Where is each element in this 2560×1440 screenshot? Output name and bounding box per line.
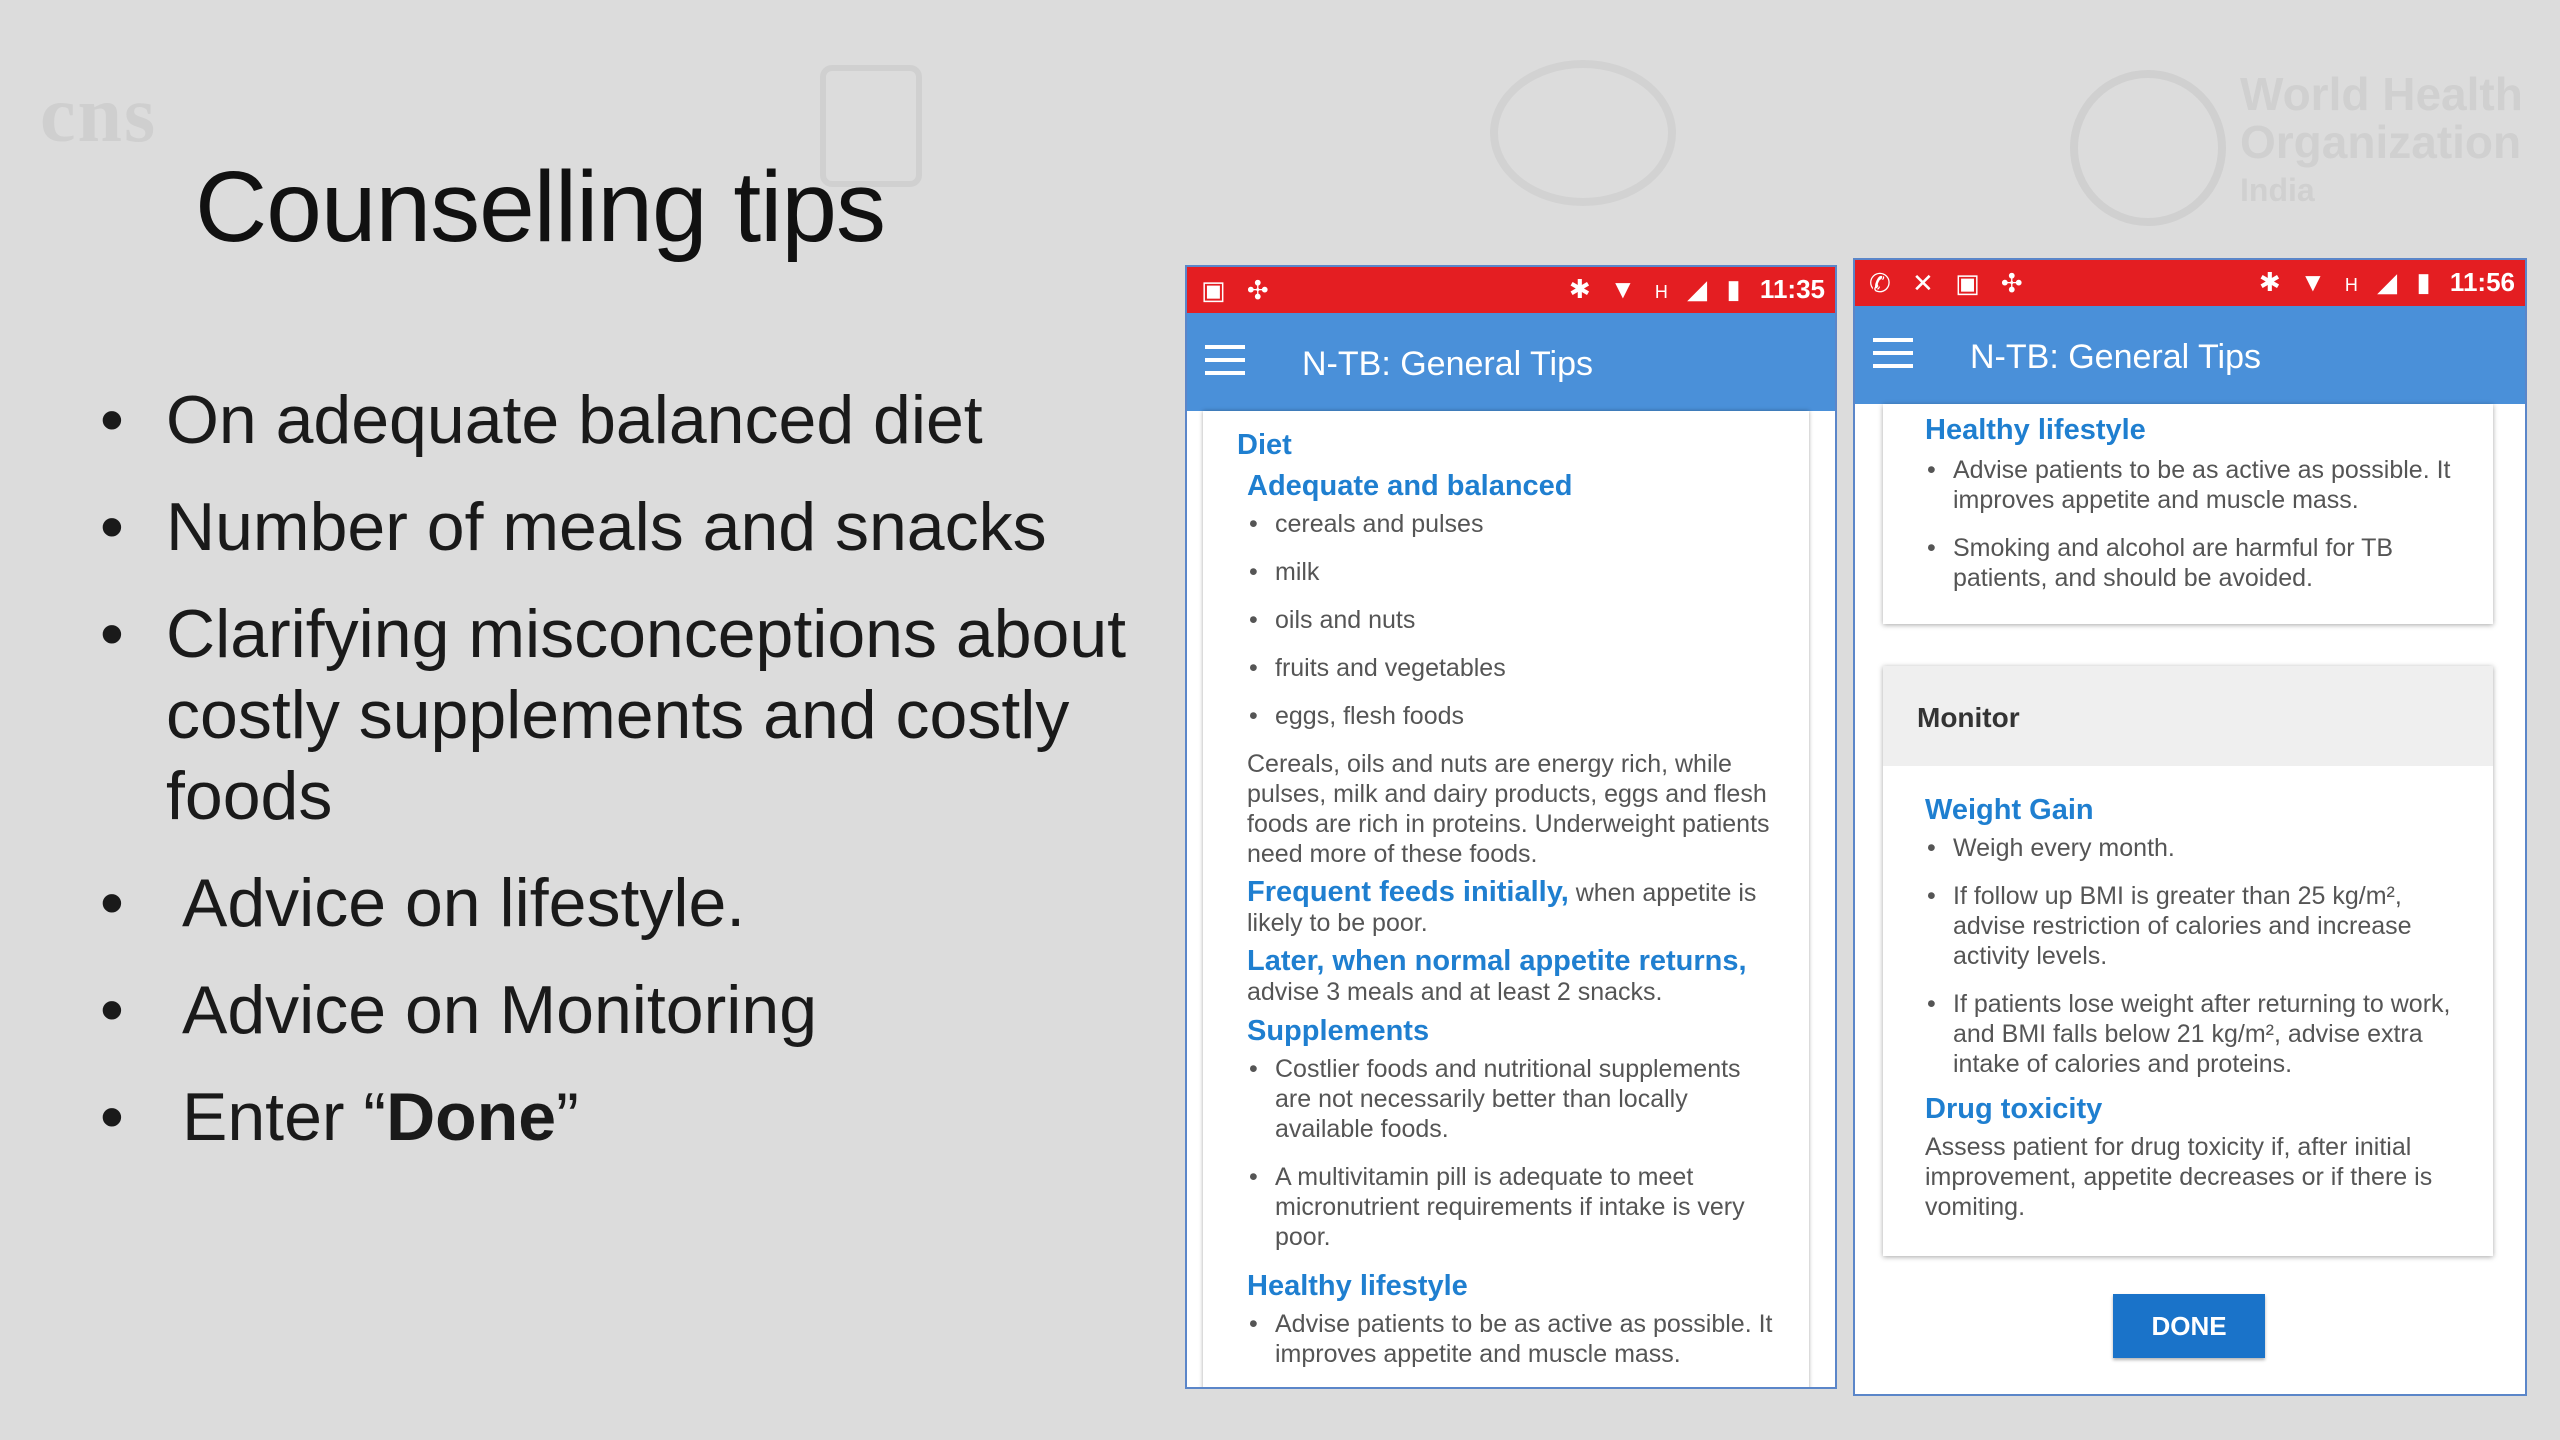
bullet-item: • Enter “Done” — [100, 1079, 579, 1155]
who-logo-text: World Health Organization India — [2240, 68, 2523, 208]
notification-icon: ✕ — [1912, 268, 1934, 298]
list-item: • Smoking and alcohol are harmful for TB patients, and should be avoided. — [1925, 533, 2465, 593]
bluetooth-icon: ✱ — [1568, 274, 1591, 304]
phone-screenshot-2 — [1853, 258, 2527, 1396]
battery-icon: ▮ — [1726, 274, 1741, 304]
drug-text: Assess patient for drug toxicity if, after initial improvement, appetite decreases or if there is vomiting. — [1925, 1133, 2433, 1221]
cns-logo: cns — [40, 71, 158, 159]
signal-icon: ◢ — [1687, 274, 1708, 304]
slide-title: Counselling tips — [195, 151, 885, 263]
bullet-item: • Advice on lifestyle. — [100, 865, 746, 941]
app-bar — [1855, 306, 2525, 404]
status-time: 11:56 — [2449, 267, 2515, 297]
list-item: • fruits and vegetables — [1247, 653, 1782, 683]
list-item: • Costlier foods and nutritional supplements are not necessarily better than locally available foods. — [1247, 1054, 1782, 1144]
bluetooth-icon: ✱ — [2258, 267, 2281, 297]
wifi-icon: ▼ — [1609, 274, 1636, 304]
phone-screenshot-1 — [1185, 265, 1837, 1389]
bullet-item: • On adequate balanced diet — [100, 382, 983, 458]
seal-logo — [1490, 60, 1676, 206]
bullet-item: • Number of meals and snacks — [100, 489, 1047, 565]
wifi-icon: ▼ — [2299, 267, 2326, 297]
section-heading-healthy: Healthy lifestyle — [1925, 414, 2146, 446]
app-title: N-TB: General Tips — [1970, 338, 2261, 376]
section-heading-supplements: Supplements — [1247, 1015, 1430, 1047]
monitor-heading: Monitor — [1883, 666, 2493, 766]
list-item: • Advise patients to be as active as possible. It improves appetite and muscle mass. — [1247, 1309, 1782, 1369]
status-bar — [1187, 267, 1835, 313]
network-h-icon: H — [2344, 275, 2358, 295]
later-appetite: Later, when normal appetite returns, advise 3 meals and at least 2 snacks. — [1247, 945, 1747, 1006]
frequent-feeds: Frequent feeds initially, when appetite is likely to be poor. — [1247, 876, 1757, 937]
menu-icon[interactable] — [1205, 345, 1245, 377]
section-heading-healthy: Healthy lifestyle — [1247, 1270, 1468, 1302]
bullet-list — [100, 380, 1180, 1184]
list-item: • milk — [1247, 557, 1782, 587]
list-item: • Weigh every month. — [1925, 833, 2465, 863]
bullet-item: • Clarifying misconceptions about costly supplements and costly foods — [100, 596, 1127, 834]
list-item: • If patients lose weight after returning to work, and BMI falls below 21 kg/m², advise extra intake of calories and proteins. — [1925, 989, 2465, 1079]
app-bar — [1187, 313, 1835, 411]
menu-icon[interactable] — [1873, 338, 1913, 370]
who-globe-logo — [2070, 70, 2226, 226]
section-heading-adequate: Adequate and balanced — [1247, 470, 1573, 502]
section-heading-weight: Weight Gain — [1925, 794, 2094, 826]
bullet-item: • Advice on Monitoring — [100, 972, 818, 1048]
section-heading-diet: Diet — [1237, 429, 1292, 461]
tips-card — [1203, 411, 1809, 1389]
image-icon: ▣ — [1201, 275, 1226, 305]
status-bar — [1855, 260, 2525, 306]
list-item: • A multivitamin pill is adequate to meet micronutrient requirements if intake is very poor. — [1247, 1162, 1782, 1252]
status-time: 11:35 — [1759, 274, 1825, 304]
list-item: • Advise patients to be as active as possible. It improves appetite and muscle mass. — [1925, 455, 2465, 515]
whatsapp-icon: ✆ — [1869, 268, 1891, 298]
list-item: • oils and nuts — [1247, 605, 1782, 635]
network-h-icon: H — [1654, 282, 1668, 302]
section-heading-drug: Drug toxicity — [1925, 1093, 2103, 1125]
pinwheel-icon: ✣ — [2000, 268, 2023, 298]
pinwheel-icon: ✣ — [1246, 275, 1269, 305]
list-item: • eggs, flesh foods — [1247, 701, 1782, 731]
foods-note: Cereals, oils and nuts are energy rich, while pulses, milk and dairy products, eggs and flesh foods are rich in proteins. Underweight patients need more of these foods. — [1247, 750, 1770, 868]
list-item: • cereals and pulses — [1247, 509, 1782, 539]
battery-icon: ▮ — [2416, 267, 2431, 297]
signal-icon: ◢ — [2377, 267, 2398, 297]
done-button[interactable]: DONE — [2113, 1294, 2265, 1358]
image-icon: ▣ — [1955, 268, 1980, 298]
app-title: N-TB: General Tips — [1302, 345, 1593, 383]
list-item: • If follow up BMI is greater than 25 kg/m², advise restriction of calories and increase activity levels. — [1925, 881, 2465, 971]
healthy-lifestyle-card — [1883, 404, 2493, 624]
monitor-card — [1883, 666, 2493, 1256]
